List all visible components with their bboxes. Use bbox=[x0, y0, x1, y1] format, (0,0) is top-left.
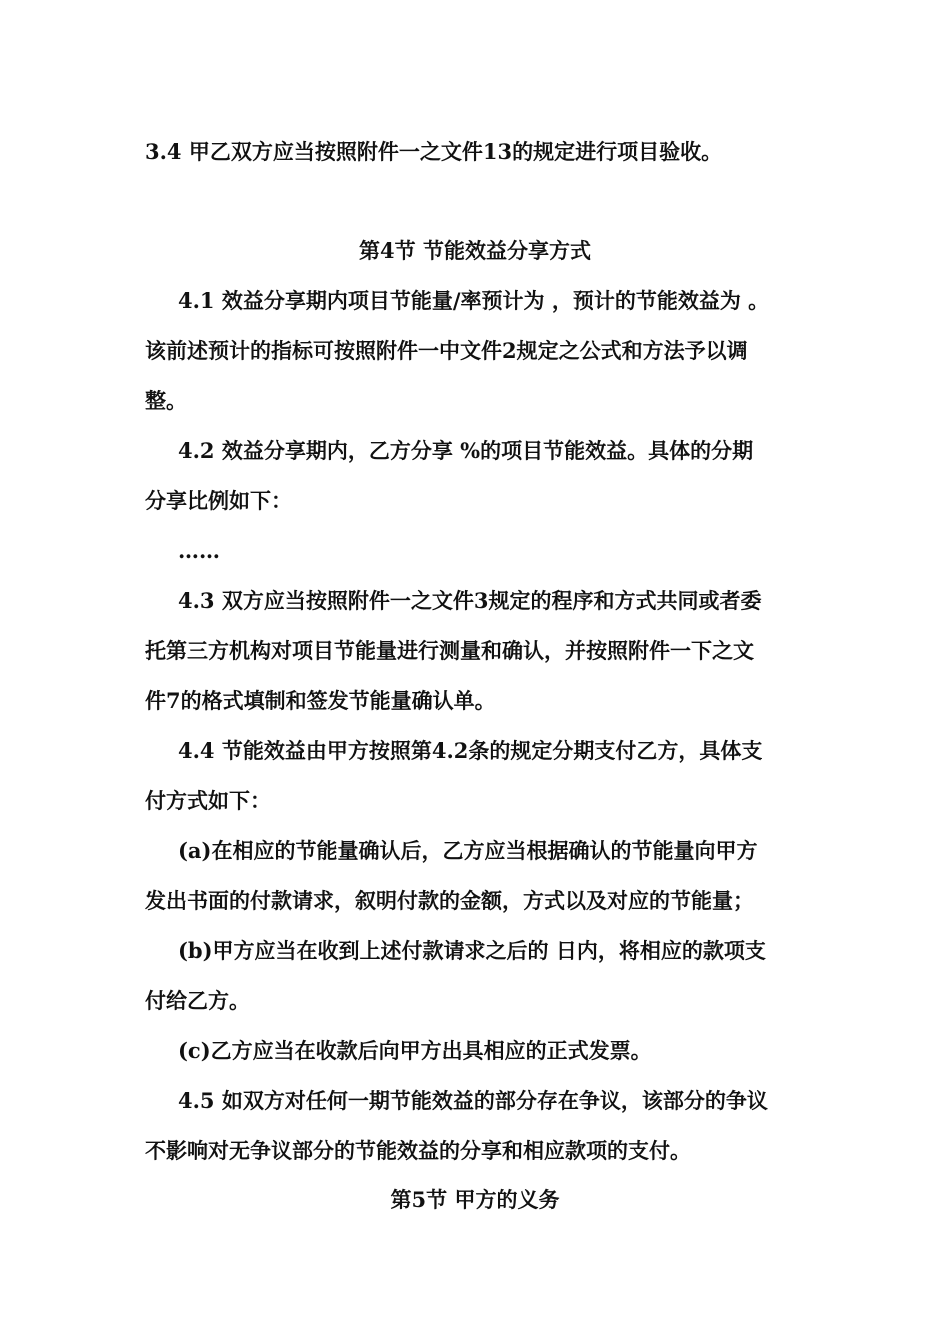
clause-4-2-line-1: 4.2 效益分享期内，乙方分享 %的项目节能效益。具体的分期 bbox=[178, 438, 754, 463]
clause-4-4c: (c)乙方应当在收款后向甲方出具相应的正式发票。 bbox=[178, 1038, 652, 1063]
clause-3-4: 3.4 甲乙双方应当按照附件一之文件13的规定进行项目验收。 bbox=[145, 139, 723, 164]
clause-4-3-line-1: 4.3 双方应当按照附件一之文件3规定的程序和方式共同或者委 bbox=[178, 588, 762, 613]
section-5-heading: 第5节 甲方的义务 bbox=[390, 1187, 560, 1212]
clause-4-4-line-2: 付方式如下： bbox=[145, 788, 271, 813]
clause-4-1-line-1: 4.1 效益分享期内项目节能量/率预计为 ，预计的节能效益为 。 bbox=[178, 288, 770, 313]
clause-4-1-line-2: 该前述预计的指标可按照附件一中文件2规定之公式和方法予以调 bbox=[145, 338, 748, 363]
clause-4-4-line-1: 4.4 节能效益由甲方按照第4.2条的规定分期支付乙方，具体支 bbox=[178, 738, 763, 763]
clause-4-5-line-1: 4.5 如双方对任何一期节能效益的部分存在争议，该部分的争议 bbox=[178, 1088, 768, 1113]
clause-4-5-line-2: 不影响对无争议部分的节能效益的分享和相应款项的支付。 bbox=[145, 1138, 691, 1163]
clause-4-4b-line-2: 付给乙方。 bbox=[145, 988, 250, 1013]
section-4-heading: 第4节 节能效益分享方式 bbox=[359, 238, 591, 263]
clause-4-4a-line-2: 发出书面的付款请求，叙明付款的金额，方式以及对应的节能量； bbox=[145, 888, 754, 913]
clause-4-1-line-3: 整。 bbox=[145, 388, 187, 413]
ellipsis: …… bbox=[178, 538, 220, 563]
clause-4-2-line-2: 分享比例如下： bbox=[145, 488, 292, 513]
clause-4-3-line-3: 件7的格式填制和签发节能量确认单。 bbox=[145, 688, 496, 713]
clause-4-3-line-2: 托第三方机构对项目节能量进行测量和确认，并按照附件一下之文 bbox=[145, 638, 754, 663]
clause-4-4b-line-1: (b)甲方应当在收到上述付款请求之后的 日内，将相应的款项支 bbox=[178, 938, 766, 963]
clause-4-4a-line-1: (a)在相应的节能量确认后，乙方应当根据确认的节能量向甲方 bbox=[178, 838, 758, 863]
